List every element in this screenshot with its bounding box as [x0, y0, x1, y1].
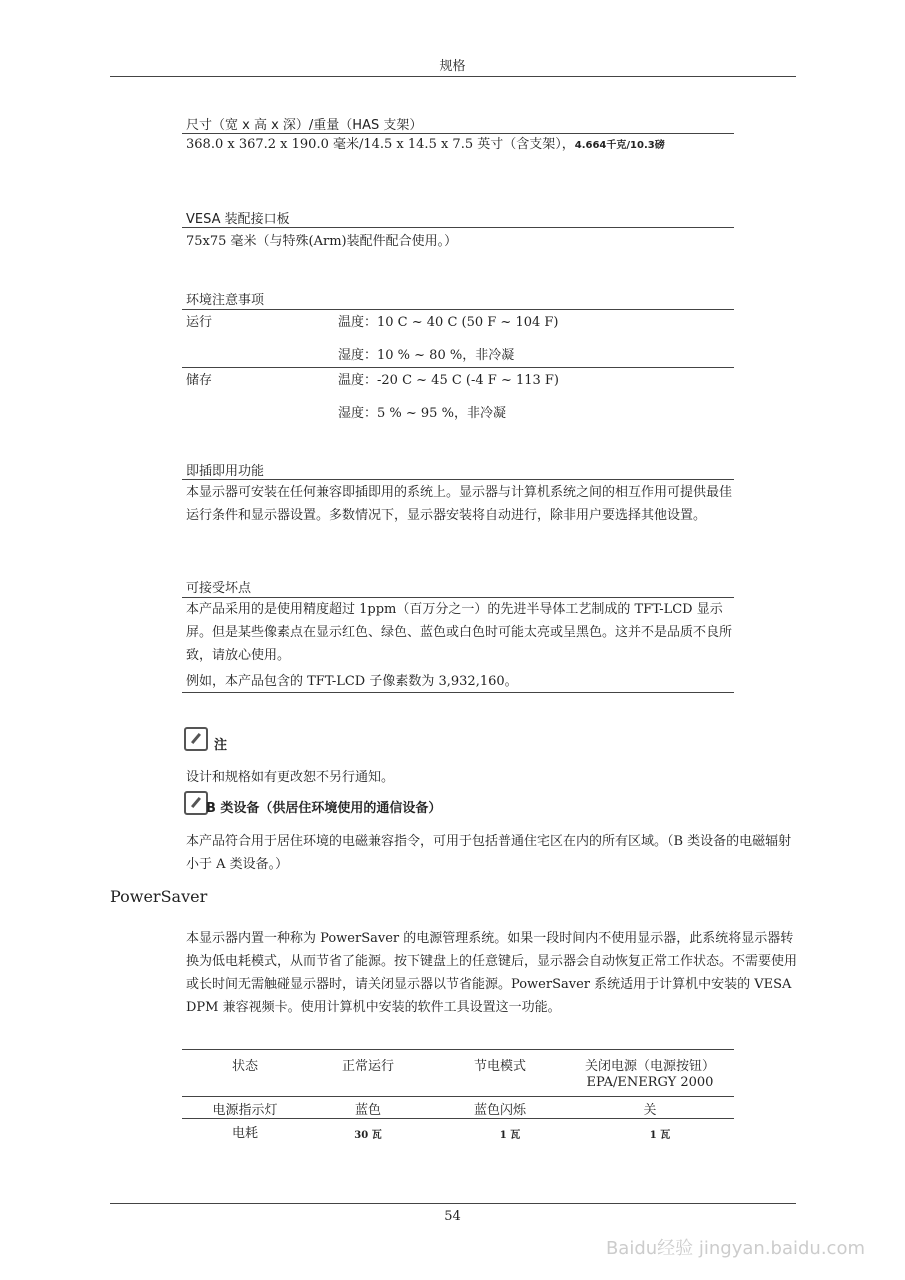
pixels-title: 可接受坏点	[186, 581, 252, 596]
table-header-sub: EPA/ENERGY 2000	[586, 1075, 714, 1090]
pixels-text: 本产品采用的是使用精度超过 1ppm（百万分之一）的先进半导体工艺制成的 TFT-LCD 显示屏。但是某些像素点在显示红色、绿色、蓝色或白色时可能太亮或呈黑色。这并不是品质不良所致，请放心使用。	[186, 602, 733, 663]
env-op-temp: 温度：10 C ~ 40 C (50 F ~ 104 F)	[338, 315, 559, 330]
powersaver-text: 本显示器内置一种称为 PowerSaver 的电源管理系统。如果一段时间内不使用显示器，此系统将显示器转换为低电耗模式，从而节省了能源。按下键盘上的任意键后，显示器会自动恢复正常工作状态。不需要使用或长时间无需触碰显示器时，请关闭显示器以节省能源。PowerSaver 系统适用于计算机中安装的 VESA DPM 兼容视频卡。使用计算机中安装的软件工具设置这一功能。	[186, 931, 798, 1015]
classb-text: 本产品符合用于居住环境的电磁兼容指令，可用于包括普通住宅区在内的所有区域。（B 类设备的电磁辐射小于 A 类设备。）	[186, 834, 792, 872]
watermark: Baidu经验 jingyan.baidu.com	[605, 1238, 865, 1259]
table-cell: 电耗	[231, 1126, 258, 1141]
env-title: 环境注意事项	[186, 293, 265, 308]
table-cell: 蓝色闪烁	[473, 1103, 526, 1118]
note-label: 注	[214, 738, 228, 753]
table-header: 状态	[231, 1059, 258, 1074]
page-number: 54	[444, 1209, 461, 1224]
vesa-title: VESA 装配接口板	[186, 212, 290, 227]
note-text: 设计和规格如有更改恕不另行通知。	[186, 770, 395, 785]
page-header: 规格	[439, 59, 466, 74]
env-st-temp: 温度：-20 C ~ 45 C (-4 F ~ 113 F)	[338, 373, 560, 388]
env-op-hum: 湿度：10 % ~ 80 %，非冷凝	[338, 348, 515, 363]
table-cell: 30 瓦	[354, 1130, 382, 1141]
table-header: 节电模式	[473, 1059, 526, 1074]
table-cell: 1 瓦	[499, 1130, 521, 1141]
dimensions-title: 尺寸（宽 x 高 x 深）/重量（HAS 支架）	[186, 118, 423, 133]
note-icon	[184, 791, 208, 815]
table-header: 关闭电源（电源按钮）	[584, 1059, 715, 1074]
vesa-value: 75x75 毫米（与特殊(Arm)装配件配合使用。）	[186, 234, 458, 249]
table-cell: 电源指示灯	[212, 1103, 278, 1118]
classb-title: B 类设备（供居住环境使用的通信设备）	[206, 801, 442, 816]
table-cell: 1 瓦	[649, 1130, 671, 1141]
pnp-text: 本显示器可安装在任何兼容即插即用的系统上。显示器与计算机系统之间的相互作用可提供最佳运行条件和显示器设置。多数情况下，显示器安装将自动进行，除非用户要选择其他设置。	[186, 485, 733, 523]
env-op-label: 运行	[186, 315, 213, 330]
powersaver-title: PowerSaver	[110, 887, 208, 906]
env-st-label: 储存	[186, 373, 213, 388]
pnp-title: 即插即用功能	[186, 464, 265, 479]
dimensions-value: 368.0 x 367.2 x 190.0 毫米/14.5 x 14.5 x 7.5 英寸（含支架），4.664千克/10.3磅	[186, 137, 665, 152]
note-icon	[184, 727, 208, 751]
table-header: 正常运行	[341, 1059, 394, 1074]
env-st-hum: 湿度：5 % ~ 95 %，非冷凝	[338, 406, 506, 421]
table-cell: 蓝色	[354, 1103, 381, 1118]
pixels-example: 例如，本产品包含的 TFT-LCD 子像素数为 3,932,160。	[186, 674, 518, 689]
table-cell: 关	[643, 1103, 657, 1118]
